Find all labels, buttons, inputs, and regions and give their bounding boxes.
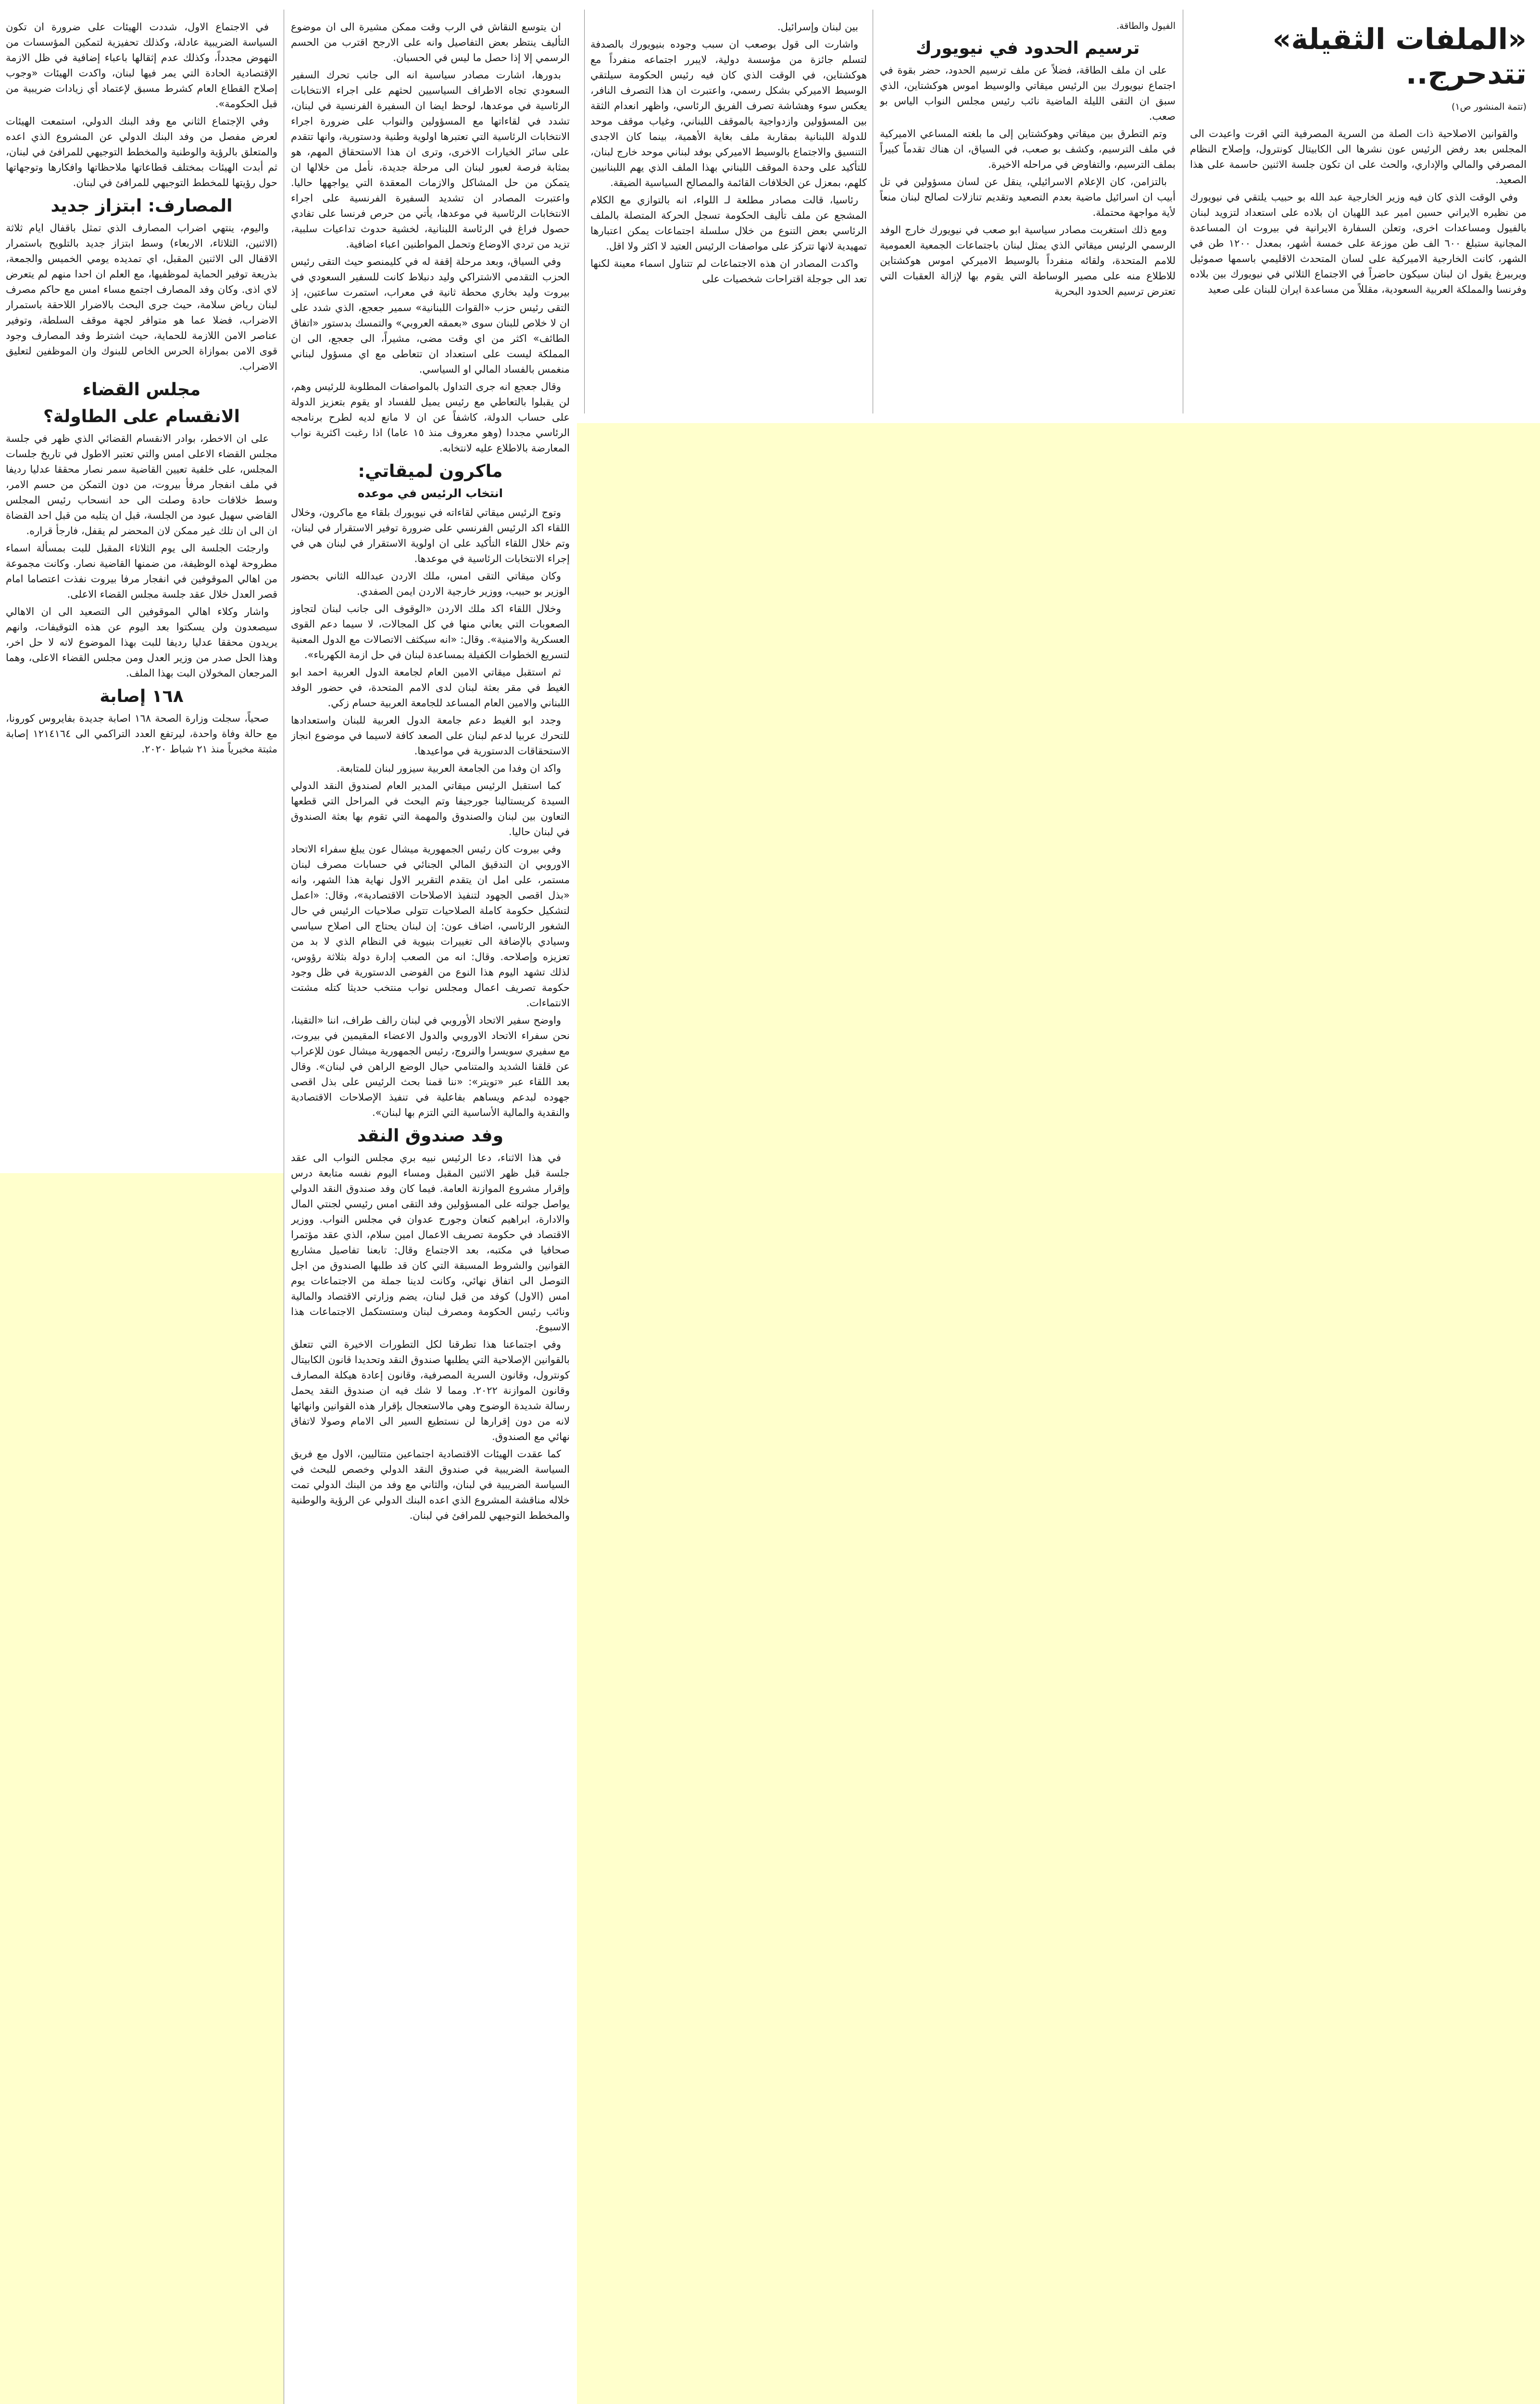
paragraph: بالتزامن، كان الإعلام الاسرائيلي، ينقل عن لسان مسؤولين في تل أبيب ان اسرائيل ماضية بعدم التصعيد وتقديم تنازلات لصالح لبنان منعاً لأية مواجهة محتملة. [880,176,1176,218]
subhead-covid-cases: ١٦٨ إصابة [100,687,184,706]
paragraph: وتوج الرئيس ميقاتي لقاءاته في نيويورك بلقاء مع ماكرون، وخلال اللقاء اكد الرئيس الفرنسي على ضرورة توفير الاستقرار في لبنان، وتم خلال اللقاء التأكيد على ان اولوية الاستقرار في لبنان هي في إجراء الانتخابات الرئاسية في موعدها. [291,507,570,564]
paragraph: كما استقبل الرئيس ميقاتي المدير العام لصندوق النقد الدولي السيدة كريستالينا جورجيفا وتم البحث في المراحل التي قطعها التعاون بين لبنان والصندوق والمهمة التي تقوم بها بعثة الصندوق في لبنان حاليا. [291,780,570,838]
subhead-imf-delegation: وفد صندوق النقد [357,1126,503,1146]
subhead-macron-secondary: انتخاب الرئيس في موعده [358,487,503,500]
paragraph: صحياً، سجلت وزارة الصحة ١٦٨ اصابة جديدة بفايروس كورونا، مع حالة وفاة واحدة، ليرتفع العدد التراكمي الى ١٢١٤١٦٤ إصابة مثبتة مخبرياً منذ ٢١ شباط ٢٠٢٠. [6,713,277,755]
article-headline: «الملفات الثقيلة» تتدحرج.. [1272,23,1527,91]
paragraph: واشارت الى قول بوصعب ان سبب وجوده بنيويورك بالصدفة لتسلم جائزة من مؤسسة دولية، لايبرر اجتماعه منفرداً مع هوكشتاين، في الوقت الذي كان فيه رئيس الحكومة سيلتقي الوسيط الاميركي بشكل رسمي، واعتبرت ان هذا التصرف النافر، يعكس سوء وهشاشة تصرف الفريق الرئاسي، واظهر انعدام الثقة بين المسؤولين وازدواجية بالموقف اللبناني، وغياب موقف موحد للدولة اللبنانية بمقاربة ملف بغاية الأهمية، بينما كان الاجدى التنسيق والاجتماع بالوسيط الاميركي بوفد لبناني موحد خارج لبنان، للتأكيد على وحدة الموقف اللبناني بهذا الملف الذي يهم اللبنانيين كلهم، بمعزل عن الخلافات القائمة والمصالح السياسية الضيقة. [590,38,867,188]
paragraph: ان يتوسع النقاش في الرب وقت ممكن مشيرة الى ان موضوع التأليف ينتظر بعض التفاصيل وانه على الارجح اقترب من الحسم الرسمي إلا إذا حصل ما ليس في الحسبان. [291,21,570,63]
column-4 [291,19,570,2404]
paragraph: بين لبنان وإسرائيل. [777,21,858,33]
paragraph: على ان الاخطر، بوادر الانقسام القضائي الذي ظهر في جلسة مجلس القضاء الاعلى امس والتي تعتبر الاطول في تاريخ جلسات المجلس، على خلفية تعيين القاضية سمر نصار محققا عدليا رديفا في ملف انفجار مرفأ بيروت، من دون التمكن من حسم الامر، وسط خلافات حادة وصلت الى حد انسحاب رئيس المجلس القاضي سهيل عبود من الجلسة، قبل ان يتلبه من قبل احد القضاة ان الى ان تلك غير ممكن لان المحضر لم يقفل، فارجأ قراره. [6,433,277,537]
divider-3 [584,10,585,413]
paragraph: وجدد ابو الغيط دعم جامعة الدول العربية للبنان واستعدادها للتحرك عربيا لدعم لبنان على الصعد كافة لاسيما في موضوع انجاز الاستحقاقات الدستورية في مواعيدها. [291,714,570,757]
subhead-macron: ماكرون لميقاتي: [358,462,503,481]
paragraph: وارجئت الجلسة الى يوم الثلاثاء المقبل للبت بمسألة اسماء مطروحة لهذه الوظيفة، من ضمنها القاضية نصار. وكانت مجموعة من اهالي الموقوفين في انفجار مرفا بيروت نفذت اعتصاما امام قصر العدل خلال عقد جلسة مجلس القضاء الاعلى. [6,542,277,600]
subhead-division: الانقسام على الطاولة؟ [43,407,240,426]
paragraph: وفي بيروت كان رئيس الجمهورية ميشال عون يبلغ سفراء الاتحاد الاوروبي ان التدقيق المالي الجنائي في حسابات مصرف لبنان مستمر، على امل ان يتقدم التقرير الاول نهاية هذا الشهر، وانه «بذل اقصى الجهود لتنفيذ الاصلاحات الاقتصادية»، وقال: «اعمل لتشكيل حكومة كاملة الصلاحيات تتولى صلاحيات الرئيس في حال الشغور الرئاسي، اضاف عون: إن لبنان يحتاج الى اصلاح سياسي وسيادي بالإضافة الى تغييرات بنيوية في النظام الذي لا بد من تعزيزه وإصلاحه. وقال: انه من الصعب إدارة دولة بثلاثة رؤوس، لذلك تشهد اليوم هذا النوع من الفوضى الدستورية في ظل وجود حكومة تصريف اعمال ومجلس نواب منتخب حديثا كتله مشتت الانتماءات. [291,843,570,1009]
paragraph: كما عقدت الهيئات الاقتصادية اجتماعين متتاليين، الاول مع فريق السياسة الضريبية في صندوق النقد الدولي وخصص للبحث في السياسة الضريبية في لبنان، والثاني مع وفد من البنك الدولي تمت خلاله مناقشة المشروع الذي اعده البنك الدولي عن الرؤية والوطنية والمخطط التوجيهي للمرافئ في لبنان. [291,1448,570,1521]
paragraph: وتم التطرق بين ميقاتي وهوكشتاين إلى ما بلغته المساعي الاميركية في ملف الترسيم، وكشف بو صعب، في السياق، ان هناك تقدماً كبيراً بملف الترسيم، والتفاوض في مراحله الاخيرة. [880,128,1176,170]
paragraph: واكد ان وفدا من الجامعة العربية سيزور لبنان للمتابعة. [337,763,561,774]
paragraph: وقال جعجع انه جرى التداول بالمواصفات المطلوبة للرئيس وهم، لن يقبلوا بالتعاطي مع رئيس يميل للفساد او يقوم بتعزيز الدولة على حساب الدولة، كاشفاً عن ان لا مانع لديه لطرح برنامجه الرئاسي مجددا (وهو معروف منذ ١٥ عاما) اذا رغبت اكثرية نواب المعارضة بالاطلاع عليه لانتخابه. [291,381,570,454]
continued-note: (تتمة المنشور ص١) [1451,101,1527,112]
paragraph: ومع ذلك استغربت مصادر سياسية ابو صعب في نيويورك خارج الوفد الرسمي الرئيس ميقاتي الذي يمثل لبنان باجتماعات الجمعية العمومية للامم المتحدة، ولقائه منفرداً بالوسيط الاميركي اموس هوكشتاين للاطلاع منه على مصير الوساطة التي يقوم بها لإزالة العقبات التي تعترض ترسيم الحدود البحرية [880,224,1176,297]
paragraph: وخلال اللقاء اكد ملك الاردن «الوقوف الى جانب لبنان لتجاوز الصعوبات التي يعاني منها في كل المجالات، لا سيما دعم القوى العسكرية والامنية». وقال: «انه سيكثف الاتصالات مع الدول المعنية لتسريع الخطوات الكفيلة بمساعدة لبنان في حل ازمة الكهرباء». [291,603,570,661]
paragraph: ثم استقبل ميقاتي الامين العام لجامعة الدول العربية احمد ابو الغيط في مقر بعثة لبنان لدى الامم المتحدة، في حضور الوفد اللبناني والامين العام المساعد للجامعة العربية حسام زكي. [291,666,570,709]
paragraph: وفي اجتماعنا هذا تطرقنا لكل التطورات الاخيرة التي تتعلق بالقوانين الإصلاحية التي يطلبها صندوق النقد وتحديدا قانون الكابيتال كونترول، وقانون السرية المصرفية، وقانون إعادة هيكلة المصارف وقانون الموازنة ٢٠٢٢. ومما لا شك فيه ان صندوق النقد يحمل رسالة شديدة الوضوح وهي مالاستعجال بإقرار هذه القوانين وانهائها لانه من دون إقرارها لن نستطيع السير الى الامام وصولا لاتفاق نهائي مع الصندوق. [291,1339,570,1442]
subhead-border-demarcation: ترسيم الحدود في نيويورك [915,38,1140,58]
column-5 [6,19,277,1168]
paragraph: في الاجتماع الاول، شددت الهيئات على ضرورة ان تكون السياسة الضريبية عادلة، وكذلك تحفيزية لتمكين المؤسسات من النهوض مجدداً، وكذلك عدم إثقالها باعباء إضافية في ظل الازمة الإقتصادية الحادة التي يمر فيها لبنان، واكدت الهيئات «وجوب إصلاح القطاع العام كشرط مسبق لإعتماد أي زيادات ضريبية من قبل الحكومة». [6,21,277,110]
paragraph: على ان ملف الطاقة، فضلاً عن ملف ترسيم الحدود، حضر بقوة في اجتماع نيويورك بين الرئيس ميقاتي والوسيط اموس هوكشتاين، الذي سبق ان التقى الليلة الماضية نائب رئيس مجلس النواب الياس بو صعب. [880,64,1176,122]
column-3 [590,19,867,413]
paragraph: رئاسيا، قالت مصادر مطلعة لـ اللواء، انه بالتوازي مع الكلام المشجع عن ملف تأليف الحكومة تسجل الحركة المتصلة بالملف الرئاسي بعض التنوع من خلال سلسلة اجتماعات يمكن اعتبارها تمهيدية لانها تتركز على مواصفات الرئيس العتيد لا اكثر ولا اقل. [590,194,867,252]
paragraph: وفي الإجتماع الثاني مع وفد البنك الدولي، استمعت الهيئات لعرض مفصل من وفد البنك الدولي عن المشروع الذي اعده والمتعلق بالرؤية والوطنية والمخطط التوجيهي للمرافئ في لبنان، ثم أبدت الهيئات بمختلف قطاعاتها ملاحظاتها وافكارها وتوجهاتها حول رؤيتها للمخطط التوجيهي للمرافئ في لبنان. [6,115,277,188]
subhead-banks: المصارف: ابتزاز جديد [50,196,233,216]
paragraph: بدورها، اشارت مصادر سياسية انه الى جانب تحرك السفير السعودي تجاه الاطراف السياسيين لحثهم على اجراء الانتخابات الرئاسية في موعدها، لوحظ ايضا ان السفيرة الفرنسية في لبنان، تشدد في لقاءاتها مع المسؤولين والنواب على ضرورة اجراء الانتخابات الرئاسية التي تعتبرها اولوية وطنية ودستورية، وانها تتقدم على سائر الخيارات الاخرى، وترى ان هذا الاستحقاق المهم، هو بمثابة فرصة لعبور لبنان الى مرحلة جديدة، نأمل من خلالها ان يتمكن من حل المشاكل والازمات المعقدة التي يواجهها حاليا. واعتبرت المصادر ان تشديد السفيرة الفرنسية على اجراء الانتخابات الرئاسية في موعدها، يأتي من حرص فرنسا على تفادي حصول فراغ في الرئاسة اللبنانية، لخشية حدوث تداعيات سلبية، تزيد من تردي الاوضاع وتحمل المواطنين اعباء اضافية. [291,69,570,250]
column-1 [1190,19,1527,413]
paragraph: وكان ميقاتي التقى امس، ملك الاردن عبدالله الثاني بحضور الوزير بو حبيب، ووزير خارجية الاردن ايمن الصفدي. [291,570,570,597]
paragraph: واشار وكلاء اهالي الموقوفين الى التصعيد الى ان الاهالي سيصعدون ولن يسكتوا بعد اليوم عن هذه التوقيفات، وانهم يريدون محققا عدليا رديفا للبت بهذا الموضوع لانه لا حل اخر، وهذا الحل صدر من وزير العدل ومن مجلس القضاء الاعلى، وهما المرجعان المخولان البت بهذا الملف. [6,606,277,679]
paragraph: واكدت المصادر ان هذه الاجتماعات لم تتناول اسماء معينة لكنها تعد الى جوجلة اقتراحات شخصيات على [590,258,867,285]
paragraph: في هذا الاثناء، دعا الرئيس نبيه بري مجلس النواب الى عقد جلسة قبل ظهر الاثنين المقبل ومساء اليوم نفسه متابعة درس وإقرار مشروع الموازنة العامة. فيما كان وفد صندوق النقد الدولي يواصل جولته على المسؤولين وفد التقى امس رئيسي لجنتي المال والادارة، ابراهيم كنعان وجورج عدوان في مجلس النواب. ووزير الاقتصاد في حكومة تصريف الاعمال امين سلام، الذي عقد مؤتمرا صحافيا في مكتبه، بعد الاجتماع وقال: تابعنا تفاصيل مشاريع القوانين والشروط المسبقة التي كان قد طلبها الصندوق من اجل التوصل الى اتفاق نهائي، وكانت لدينا جملة من الاجتماعات يوم امس (الاول) كوفد من قبل لبنان، يضم وزارتي الاقتصاد والمالية ونائب رئيس الحكومة ومصرف لبنان وستستكمل الاجتماعات هذا الاسبوع. [291,1152,570,1333]
paragraph: والقوانين الاصلاحية ذات الصلة من السرية المصرفية التي اقرت واعيدت الى المجلس بعد رفض الرئيس عون نشرها الى الكابيتال كونترول، وإصلاح النظام المصرفي والمالي والإداري، والحث على ان تكون جلسة الاثنين حاسمة على هذا الصعيد. [1190,128,1527,186]
paragraph: واوضح سفير الاتحاد الأوروبي في لبنان رالف طراف، اننا «التقينا، نحن سفراء الاتحاد الاوروبي والدول الاعضاء المقيمين في بيروت، مع سفيري سويسرا والنروج، رئيس الجمهورية ميشال عون للإعراب عن قلقنا الشديد والمتنامي حيال الوضع الراهن في لبنان». وقال بعد اللقاء عبر «تويتر»: «ننا قمنا بحث الرئيس على بذل اقصى جهوده لبدعم ويساهم بفاعلية في تنفيذ الإصلاحات الاقتصادية والنقدية والمالية الأساسية التي التزم بها لبنان». [291,1014,570,1118]
paragraph: وفي السياق، وبعد مرحلة إقفة له في كليمنصو حيث التقى رئيس الحزب التقدمي الاشتراكي وليد دنبلاط كانت للسفير السعودي في بيروت وليد بخاري محطة ثانية في معراب، استمرت ساعتين، إذ التقى رئيس حزب «القوات اللبنانية» سمير جعجع، الذي شدد على ان لا خلاص للبنان سوى «بعمقه العروبي» والتمسك بدستور «اتفاق الطائف» اكثر من اي وقت مضى، مشيراً، الى جعجع، الى ان المملكة ليست على استعداد ان تتعاطى مع اي مسؤول لبناني منغمس بالفساد المالي او السياسي. [291,256,570,375]
paragraph: واليوم، ينتهي اضراب المصارف الذي تمثل باقفال ايام ثلاثة (الاثنين، الثلاثاء، الاربعاء) وسط ابتزاز جديد بالتلويح باستمرار الاقفال الى الاثنين المقبل، اي تمديده يومي الخميس والجمعة، بذريعة توفير الحماية لموظفيها، مع العلم ان احدا منهم لم يتعرض لاي اذى. وكان وفد المصارف اجتمع مساء امس مع حاكم مصرف لبنان رياض سلامة، حيث جرى البحث بالاضرار اللاحقة باستمرار الاضراب، فضلا عما هو متوافر لجهة موقف السلطة، وتوفير عناصر الامن اللازمة للحماية، حيث اشترط وفد المصارف وجود قوى الامن بموازاة الحرس الخاص للبنوك وان الموظفين لتعليق الاضراب. [6,222,277,372]
section-kicker: الفيول والطاقة. [1116,21,1176,31]
paragraph: وفي الوقت الذي كان فيه وزير الخارجية عبد الله بو حبيب يلتقي في نيويورك من نظيره الايراني حسين امير عبد اللهيان ان بلاده على استعداد لتزويد لبنان بالفيول ومساعدات اخرى، وتعلن السفارة الايرانية في بيروت ان المساعدة المجانية ستبلغ ٦٠٠ الف طن موزعة على خمسة أشهر، بمعدل ١٢٠٠ طن في الشهر، كانت الخارجية الاميركية على لسان المتحدث الاقليمي باسمها صموئيل ويربيرغ يقول ان لبنان سيكون حاضراً في الاجتماع الثلاثي في نيويورك بين بلاده وفرنسا والمملكة العربية السعودية، مقللاً من مساعدة ايران للبنان على صعيد [1190,191,1527,295]
column-2 [880,19,1176,413]
subhead-judicial-council: مجلس القضاء [82,380,201,400]
